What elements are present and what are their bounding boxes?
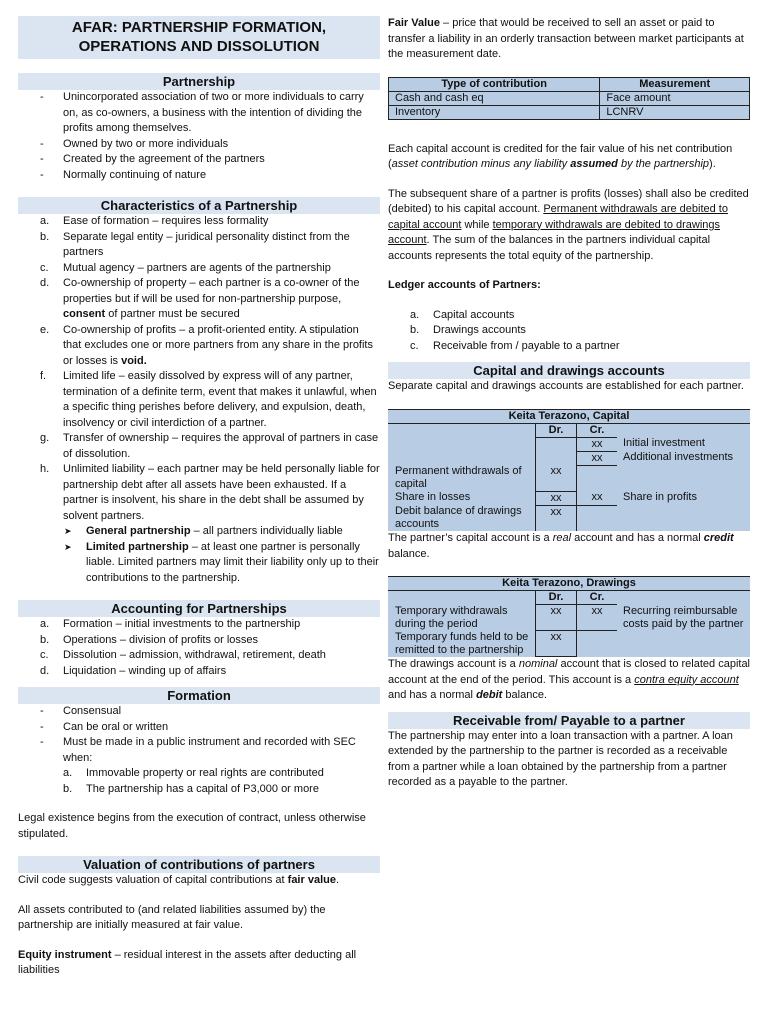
list-item-text: Immovable property or real rights are contributed <box>86 767 324 779</box>
partnership-list <box>18 90 380 183</box>
t-account-title: Keita Terazono, Drawings <box>388 576 750 591</box>
list-item: b. The partnership has a capital of P3,000 or more <box>63 782 319 795</box>
valuation-section <box>18 856 380 979</box>
list-item-text: Unincorporated association of two or more individuals to carry on, as co-owners, a business with the intention of dividing the profits among themselves. <box>63 91 364 134</box>
list-item-text: Receivable from / payable to a partner <box>433 339 620 352</box>
capital-drawings-heading: Capital and drawings accounts <box>388 362 750 379</box>
list-item-text: Unlimited liability – each partner may be held personally liable for partnership debt after all assets have been exhausted. If a partner is insolvent, his share in the debt shall be assumed by solvent partners. <box>63 463 380 522</box>
capital-note: The partner’s capital account is a real account and has a normal credit balance. <box>388 532 734 560</box>
list-item-text: Drawings accounts <box>433 324 526 336</box>
fair-value-definition: Fair Value – price that would be received to sell an asset or paid to transfer a liability in an orderly transaction between market participants at the measurement date. <box>388 17 744 60</box>
formation-sublist <box>18 766 380 797</box>
bold-term: void. <box>121 354 147 367</box>
list-item: b. Drawings accounts <box>410 324 526 336</box>
list-item: f. Limited life – easily dissolved by express will of any partner, termination of a definite term, event that makes it unlawful, when a specific thing perishes before delivery, and expulsion, death, insolvency or civil interdiction of a partner. <box>40 370 377 429</box>
list-item-text: Limited life – easily dissolved by express will of any partner, termination of a definite term, event that makes it unlawful, when a specific thing perishes before delivery, and expulsion, death, insolvency or civil interdiction of a partner. <box>63 370 377 429</box>
arrow-bullet-icon: ➤ <box>64 541 72 552</box>
table-cell: Inventory <box>389 105 600 119</box>
list-item: b. Operations – division of profits or losses <box>40 633 259 646</box>
partnership-section <box>18 73 380 183</box>
table-row <box>389 105 750 119</box>
list-item-text: – at least one partner is personally liable. Limited partners may limit their liability only up to their contributions to the partnership. <box>86 540 379 584</box>
list-item-text: Transfer of ownership – requires the approval of partners in case of dissolution. <box>63 432 379 460</box>
table-row <box>389 91 750 105</box>
legal-existence-text: Legal existence begins from the execution of contract, unless otherwise stipulated. <box>18 812 366 840</box>
list-item: - Created by the agreement of the partners <box>40 153 265 165</box>
table-header: Measurement <box>600 77 750 91</box>
t-entry-label: Additional investments <box>623 451 734 463</box>
t-account-title: Keita Terazono, Capital <box>388 409 750 424</box>
title-line-1: AFAR: PARTNERSHIP FORMATION, <box>71 19 327 36</box>
list-item: e. Co-ownership of profits – a profit-oriented entity. A stipulation that excludes one or more partners from any share in the profits or losses is void. <box>40 323 373 367</box>
amount-cell: xx <box>536 505 577 531</box>
ledger-heading: Ledger accounts of Partners: <box>388 279 541 291</box>
cr-header: Cr. <box>577 591 618 605</box>
receivable-text: The partnership may enter into a loan transaction with a partner. A loan extended by the partnership to the partner is recorded as a receivable from a partner while a loan obtained by the partnership from a partner recorded as a payable to the partner. <box>388 729 733 788</box>
bold-term: consent <box>63 308 106 320</box>
list-item: - Owned by two or more individuals <box>40 137 229 150</box>
measurement-table <box>388 77 750 120</box>
list-item <box>18 540 380 587</box>
amount-cell: xx <box>536 605 577 631</box>
dr-header: Dr. <box>536 424 577 438</box>
list-item: a. Formation – initial investments to the partnership <box>40 618 301 630</box>
list-item-text: Can be oral or written <box>63 720 169 733</box>
list-item: c. Dissolution – admission, withdrawal, retirement, death <box>40 649 326 661</box>
list-item: d. Liquidation – winding up of affairs <box>40 664 227 677</box>
table-cell: LCNRV <box>600 105 750 119</box>
right-column <box>388 16 750 791</box>
list-item-text: Capital accounts <box>433 308 515 321</box>
formation-section <box>18 687 380 842</box>
list-item-text: Co-ownership of property – each partner is a co-owner of the properties but if will be used for non-partnership purpose, <box>63 277 360 305</box>
characteristics-heading: Characteristics of a Partnership <box>18 197 380 214</box>
list-item-text: The partnership has a capital of P3,000 or more <box>86 782 319 795</box>
t-entry-label: Share in losses <box>395 491 471 503</box>
valuation-para-1: Civil code suggests valuation of capital contributions at fair value. <box>18 874 340 886</box>
list-item-text: Liquidation – winding up of affairs <box>63 664 227 677</box>
arrow-bullet-icon: ➤ <box>64 526 72 536</box>
list-item-text: Created by the agreement of the partners <box>63 153 265 165</box>
list-item: a. Ease of formation – requires less formality <box>40 215 269 227</box>
table-header-row <box>389 77 750 91</box>
bold-term: Limited partnership <box>86 540 189 553</box>
partnership-heading: Partnership <box>18 73 380 90</box>
left-column <box>18 16 380 979</box>
amount-cell: xx <box>577 605 618 631</box>
list-item: c. Mutual agency – partners are agents of the partnership <box>40 261 331 274</box>
receivable-heading: Receivable from/ Payable to a partner <box>388 712 750 729</box>
table-cell: Face amount <box>600 91 750 105</box>
valuation-para-2: All assets contributed to (and related liabilities assumed by) the partnership are initially measured at fair value. <box>18 903 326 931</box>
list-item-text: Co-ownership of profits – a profit-oriented entity. A stipulation that excludes one or more partners from any share in the profits or losses is <box>63 323 373 367</box>
drawings-t-account <box>388 576 750 657</box>
list-item: d. Co-ownership of property – each partner is a co-owner of the properties but if will be used for non-partnership purpose, consent of partner must be secured <box>40 277 360 320</box>
amount-cell: xx <box>536 491 577 505</box>
list-item-text: Owned by two or more individuals <box>63 137 229 150</box>
list-item: b. Separate legal entity – juridical personality distinct from the partners <box>40 230 350 258</box>
t-entry-label: Debit balance of drawings accounts <box>395 505 522 530</box>
list-item-text: Operations – division of profits or losses <box>63 633 259 646</box>
list-item-text: Separate legal entity – juridical personality distinct from the partners <box>63 230 350 258</box>
partnership-types-list <box>18 524 380 586</box>
list-item: - Can be oral or written <box>40 720 169 733</box>
list-item-text: Mutual agency – partners are agents of the partnership <box>63 261 331 274</box>
capital-drawings-text: Separate capital and drawings accounts are established for each partner. <box>388 380 744 392</box>
list-item: - Unincorporated association of two or more individuals to carry on, as co-owners, a business with the intention of dividing the profits among themselves. <box>40 91 364 134</box>
cr-header: Cr. <box>577 424 618 438</box>
dr-header: Dr. <box>536 591 577 605</box>
list-item-text: Consensual <box>63 705 122 717</box>
list-item-text: Dissolution – admission, withdrawal, retirement, death <box>63 649 326 661</box>
list-item: c. Receivable from / payable to a partner <box>410 339 620 352</box>
list-item-text: Ease of formation – requires less formality <box>63 215 269 227</box>
list-item <box>18 524 380 540</box>
t-entry-label: Permanent withdrawals of capital <box>395 465 522 490</box>
accounting-section <box>18 600 380 679</box>
formation-heading: Formation <box>18 687 380 704</box>
list-item: h. Unlimited liability – each partner may be held personally liable for partnership debt after all assets have been exhausted. If a partner is insolvent, his share in the debt shall be assumed by solvent partners. <box>40 463 380 522</box>
valuation-heading: Valuation of contributions of partners <box>18 856 380 873</box>
list-item-text: Normally continuing of nature <box>63 168 207 181</box>
title-line-2: OPERATIONS AND DISSOLUTION <box>78 38 320 55</box>
bold-term: General partnership <box>86 525 191 537</box>
amount-cell: xx <box>577 437 618 451</box>
characteristics-section <box>18 197 380 586</box>
t-entry-label: Initial investment <box>623 437 705 449</box>
table-header: Type of contribution <box>389 77 600 91</box>
t-entry-label: Share in profits <box>623 491 697 503</box>
list-item: - Must be made in a public instrument and recorded with SEC when: <box>40 736 356 764</box>
list-item-text: of partner must be secured <box>105 308 240 320</box>
amount-cell: xx <box>536 631 577 657</box>
amount-cell: xx <box>536 465 577 491</box>
amount-cell: xx <box>577 451 618 465</box>
t-entry-label: Temporary funds held to be remitted to the partnership <box>395 630 529 656</box>
list-item-text: Formation – initial investments to the partnership <box>63 618 301 630</box>
page-title <box>18 16 380 59</box>
table-cell: Cash and cash eq <box>389 91 600 105</box>
list-item: - Consensual <box>40 705 122 717</box>
subsequent-share-text: The subsequent share of a partner is profits (losses) shall also be credited (debited) to his capital account. Permanent withdrawals are debited to capital account while temporary withdrawals are debited to drawings account. The sum of the balances in the partners individual capital accounts represents the total equity of the partnership. <box>388 187 749 262</box>
drawings-note: The drawings account is a nominal account that is closed to related capital account at the end of the period. This account is a contra equity account and has a normal debit balance. <box>388 658 751 701</box>
amount-cell: xx <box>577 491 618 505</box>
list-item: a. Immovable property or real rights are contributed <box>63 767 324 779</box>
list-item-text: Must be made in a public instrument and recorded with SEC when: <box>63 736 356 764</box>
accounting-list <box>18 617 380 679</box>
list-item: - Normally continuing of nature <box>40 168 207 181</box>
list-item: g. Transfer of ownership – requires the approval of partners in case of dissolution. <box>40 432 379 460</box>
capital-t-account <box>388 409 750 532</box>
t-entry-label: Recurring reimbursable costs paid by the partner <box>623 604 744 630</box>
list-item: a. Capital accounts <box>410 308 515 321</box>
formation-list <box>18 704 380 766</box>
equity-instrument-text: Equity instrument – residual interest in the assets after deducting all liabilities <box>18 948 357 976</box>
capital-credit-text: Each capital account is credited for the fair value of his net contribution (asset contribution minus any liability assumed by the partnership). <box>388 142 733 170</box>
list-item-text: – all partners individually liable <box>190 525 343 537</box>
t-entry-label: Temporary withdrawals during the period <box>395 604 508 630</box>
accounting-heading: Accounting for Partnerships <box>18 600 380 617</box>
characteristics-list <box>18 214 380 524</box>
ledger-list <box>388 308 750 355</box>
